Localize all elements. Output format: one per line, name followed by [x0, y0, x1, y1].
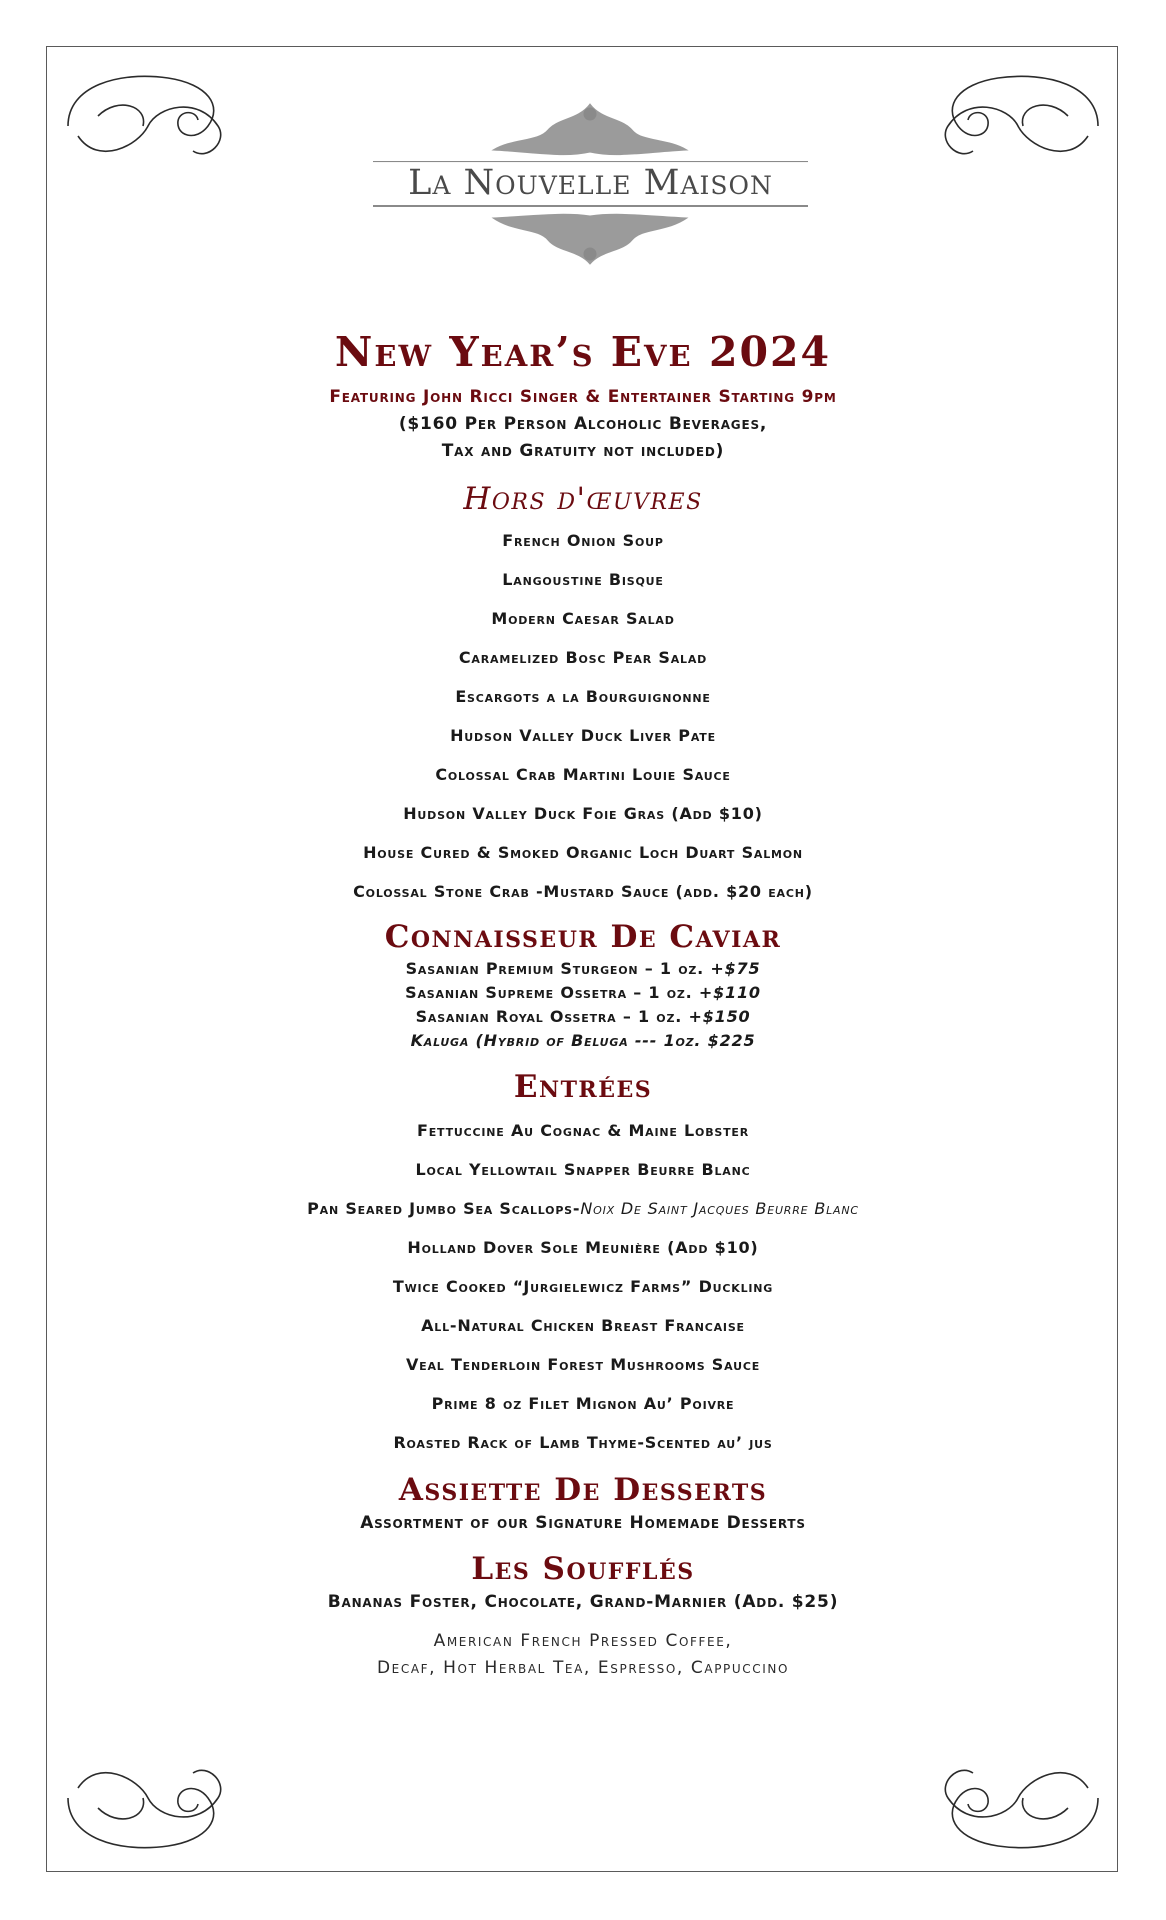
caviar-item-name: Sasanian Royal Ossetra – 1 oz.: [415, 1007, 683, 1026]
section-heading-entrees: Entrées: [513, 1069, 653, 1105]
corner-flourish-ornament: [58, 1738, 248, 1858]
menu-item: Langoustine Bisque: [502, 570, 664, 589]
menu-item: House Cured & Smoked Organic Loch Duart Salmon: [363, 843, 803, 862]
menu-item: Hudson Valley Duck Liver Pate: [450, 726, 716, 745]
scallops-name: Pan Seared Jumbo Sea Scallops-: [307, 1199, 581, 1218]
caviar-item-price: +$150: [688, 1007, 751, 1026]
menu-item: Modern Caesar Salad: [491, 609, 675, 628]
caviar-list: [0, 957, 1166, 1053]
corner-flourish-ornament: [918, 66, 1108, 186]
menu-item: Veal Tenderloin Forest Mushrooms Sauce: [405, 1355, 761, 1374]
section-heading-caviar: Connaisseur De Caviar: [384, 919, 782, 955]
caviar-item: [0, 981, 1166, 1005]
restaurant-name: La Nouvelle Maison: [373, 162, 808, 204]
entrees-list: [0, 1111, 1166, 1462]
menu-title: New Year’s Eve 2024: [334, 328, 832, 376]
section-heading-hors-doeuvres: Hors d'œuvres: [463, 481, 703, 517]
entertainment-note: Featuring John Ricci Singer & Entertainer Starting 9pm: [329, 387, 837, 407]
menu-item: Prime 8 oz Filet Mignon Au’ Poivre: [431, 1394, 735, 1413]
menu-item: Caramelized Bosc Pear Salad: [458, 648, 708, 667]
scallops-french-name: Noix De Saint Jacques Beurre Blanc: [580, 1199, 859, 1218]
menu-item-scallops: [0, 1189, 1166, 1228]
menu-item: French Onion Soup: [502, 531, 664, 550]
menu-item: Fettuccine Au Cognac & Maine Lobster: [416, 1121, 750, 1140]
corner-flourish-ornament: [58, 66, 248, 186]
caviar-item-price: +$110: [698, 983, 761, 1002]
souffles-text: Bananas Foster, Chocolate, Grand-Marnier (Add. $25): [327, 1592, 839, 1612]
caviar-item-kaluga: [0, 1029, 1166, 1053]
menu-item: Local Yellowtail Snapper Beurre Blanc: [415, 1160, 751, 1179]
menu-item: Escargots a la Bourguignonne: [455, 687, 711, 706]
caviar-item-name: Sasanian Supreme Ossetra – 1 oz.: [405, 983, 693, 1002]
menu-content: [0, 326, 1166, 1682]
coffee-line2: Decaf, Hot Herbal Tea, Espresso, Cappuccino: [376, 1658, 789, 1678]
menu-item: Hudson Valley Duck Foie Gras (Add $10): [403, 804, 763, 823]
hors-doeuvres-list: [0, 521, 1166, 911]
menu-item: Colossal Crab Martini Louie Sauce: [435, 765, 731, 784]
caviar-item-price: +$75: [710, 959, 761, 978]
menu-item: Twice Cooked “Jurgielewicz Farms” Duckling: [392, 1277, 774, 1296]
caviar-item-name: Sasanian Premium Sturgeon – 1 oz.: [405, 959, 705, 978]
menu-item: All-Natural Chicken Breast Francaise: [421, 1316, 745, 1335]
corner-flourish-ornament: [918, 1738, 1108, 1858]
section-heading-desserts: Assiette De Desserts: [398, 1472, 768, 1508]
section-heading-souffles: Les Soufflés: [471, 1551, 695, 1587]
menu-item: Roasted Rack of Lamb Thyme-Scented au’ jus: [393, 1433, 773, 1452]
menu-item: Holland Dover Sole Meunière (Add $10): [407, 1238, 759, 1257]
kaluga-text: Kaluga (Hybrid of Beluga --- 1oz. $225: [410, 1031, 756, 1050]
restaurant-logo: [373, 100, 808, 268]
coffee-line1: American French Pressed Coffee,: [433, 1631, 733, 1651]
menu-item: Colossal Stone Crab -Mustard Sauce (add. $20 each): [353, 882, 813, 901]
caviar-item: [0, 957, 1166, 981]
price-note-line1: ($160 Per Person Alcoholic Beverages,: [398, 414, 768, 434]
desserts-text: Assortment of our Signature Homemade Desserts: [360, 1513, 806, 1533]
price-note-line2: Tax and Gratuity not included): [441, 441, 725, 461]
caviar-item: [0, 1005, 1166, 1029]
